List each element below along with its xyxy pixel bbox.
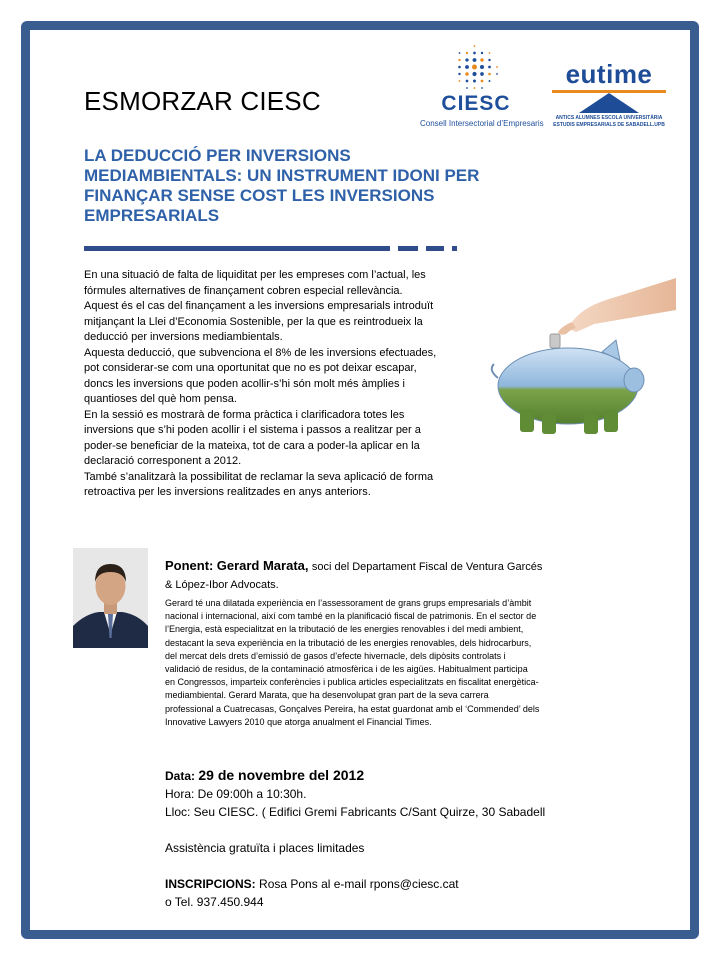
speaker-label: Ponent: xyxy=(165,558,214,573)
intro-text xyxy=(84,268,502,501)
eutime-logo-line1: ANTICS ALUMNES ESCOLA UNIVERSITÀRIA xyxy=(555,115,663,121)
intro-line: inversions que s’hi poden acollir i el sistema i passos a realitzar per a xyxy=(84,424,421,436)
speaker-section xyxy=(165,556,645,729)
intro-line: pot considerar-se com una oportunitat que no es pot deixar escapar, xyxy=(84,362,417,374)
intro-line: retroactiva per les inversions realitzades en anys anteriors. xyxy=(84,486,371,498)
subtitle-line: FINANÇAR SENSE COST LES INVERSIONS xyxy=(84,186,435,205)
spacer xyxy=(165,857,545,875)
bio-line: l’Energia, està especialitzat en la tributació de les energies renovables i del medi ambient, xyxy=(165,624,524,635)
subtitle-line: LA DEDUCCIÓ PER INVERSIONS xyxy=(84,146,351,165)
eutime-triangle-icon xyxy=(579,93,639,113)
divider-bar xyxy=(84,246,390,251)
ciesc-logo-tagline: Consell Intersectorial d’Empresaris xyxy=(420,119,544,128)
speaker-name: Gerard Marata, xyxy=(216,558,309,573)
intro-line: Aquesta deducció, que subvenciona el 8% de les inversions efectuades, xyxy=(84,346,437,359)
speaker-role: soci del Departament Fiscal de Ventura Garcés xyxy=(311,561,543,573)
event-title: ESMORZAR CIESC xyxy=(84,86,321,116)
bio-line: Innovative Lawyers 2010 que atorga anualment el Financial Times. xyxy=(165,716,432,727)
registration-label: INSCRIPCIONS: xyxy=(165,877,256,891)
divider-bar xyxy=(452,246,457,251)
eutime-logo-name: eutime xyxy=(565,59,653,89)
intro-line: Aquest és el cas del finançament a les inversions empresarials introduït xyxy=(84,300,434,312)
intro-line: En la sessió es mostrarà de forma pràctica i clarificadora totes les xyxy=(84,408,405,421)
bio-line: en Congressos, imparteix conferències i publica articles especialitzats en fiscalitat energètica- xyxy=(165,677,539,688)
spacer xyxy=(165,821,545,839)
event-place: Lloc: Seu CIESC. ( Edifici Gremi Fabricants C/Sant Quirze, 30 Sabadell xyxy=(165,805,546,819)
date-label: Data: xyxy=(165,769,196,783)
divider-bar xyxy=(426,246,444,251)
subtitle-line: EMPRESARIALS xyxy=(84,206,220,225)
speaker-bio xyxy=(165,597,645,729)
event-registration xyxy=(165,875,545,893)
intro-line: declaració corresponent a 2012. xyxy=(84,455,242,467)
ciesc-logo xyxy=(420,42,544,134)
event-attendance: Assistència gratuïta i places limitades xyxy=(165,841,365,855)
speaker-role-line2: & López-Ibor Advocats. xyxy=(165,579,279,591)
intro-line: També s’analitzarà la possibilitat de reclamar la seva aplicació de forma xyxy=(84,470,434,483)
intro-line: quantioses del què hom pensa. xyxy=(84,393,237,405)
date-value: 29 de novembre del 2012 xyxy=(198,767,365,783)
event-subtitle xyxy=(84,146,554,226)
intro-line: poder-se beneficiar de la mateixa, tot de cara a poder-la aplicar en la xyxy=(84,439,420,452)
bio-line: Gerard té una dilatada experiència en l’assessorament de grans grups empresarials d’àmbit xyxy=(165,598,532,608)
event-info xyxy=(165,766,545,911)
eutime-logo-line2: ESTUDIS EMPRESARIALS DE SABADELL.UPB xyxy=(553,122,665,128)
speaker-heading xyxy=(165,556,645,577)
intro-line: doncs les inversions que poden acollir-s’hi són molt més àmplies i xyxy=(84,377,405,390)
intro-line: deducció per inversions mediambientals. xyxy=(84,331,283,343)
speaker-photo xyxy=(73,548,148,648)
bio-line: mediambiental. Gerard Marata, que ha desenvolupat gran part de la seva carrera xyxy=(165,690,489,701)
bio-line: validació de residus, de la contaminació atmosfèrica i de les aigües. Habitualment participa xyxy=(165,664,528,675)
intro-line: En una situació de falta de liquiditat per les empreses com l’actual, les xyxy=(84,269,426,281)
registration-value[interactable]: Rosa Pons al e-mail rpons@ciesc.cat xyxy=(259,877,459,891)
bio-line: del mercat dels drets d’emissió de gasos d’efecte hivernacle, dels dipòsits controlats i xyxy=(165,650,506,661)
event-time: Hora: De 09:00h a 10:30h. xyxy=(165,787,307,801)
bio-line: destacant la seva experiència en la tributació de les energies renovables, dels hidrocarburs, xyxy=(165,637,532,648)
intro-line: mitjançant la Llei d’Economia Sostenible, per la que es reintrodueix la xyxy=(84,315,423,328)
event-phone: o Tel. 937.450.944 xyxy=(165,895,264,909)
piggy-bank-icon xyxy=(486,270,676,440)
subtitle-line: MEDIAMBIENTALS: UN INSTRUMENT IDONI PER xyxy=(84,166,480,185)
bio-line: professional a Cuatrecasas, Gonçalves Pereira, ha estat guardonat amb el ‘Commended’ dels xyxy=(165,703,540,714)
divider-bar xyxy=(398,246,418,251)
eutime-logo xyxy=(546,60,672,130)
bio-line: nacional i internacional, així com també en la planificació fiscal de patrimonis. En el sector de xyxy=(165,611,537,622)
intro-line: fórmules alternatives de finançament cobren especial rellevància. xyxy=(84,284,403,297)
ciesc-logo-name: CIESC xyxy=(441,92,511,115)
event-date xyxy=(165,766,545,785)
